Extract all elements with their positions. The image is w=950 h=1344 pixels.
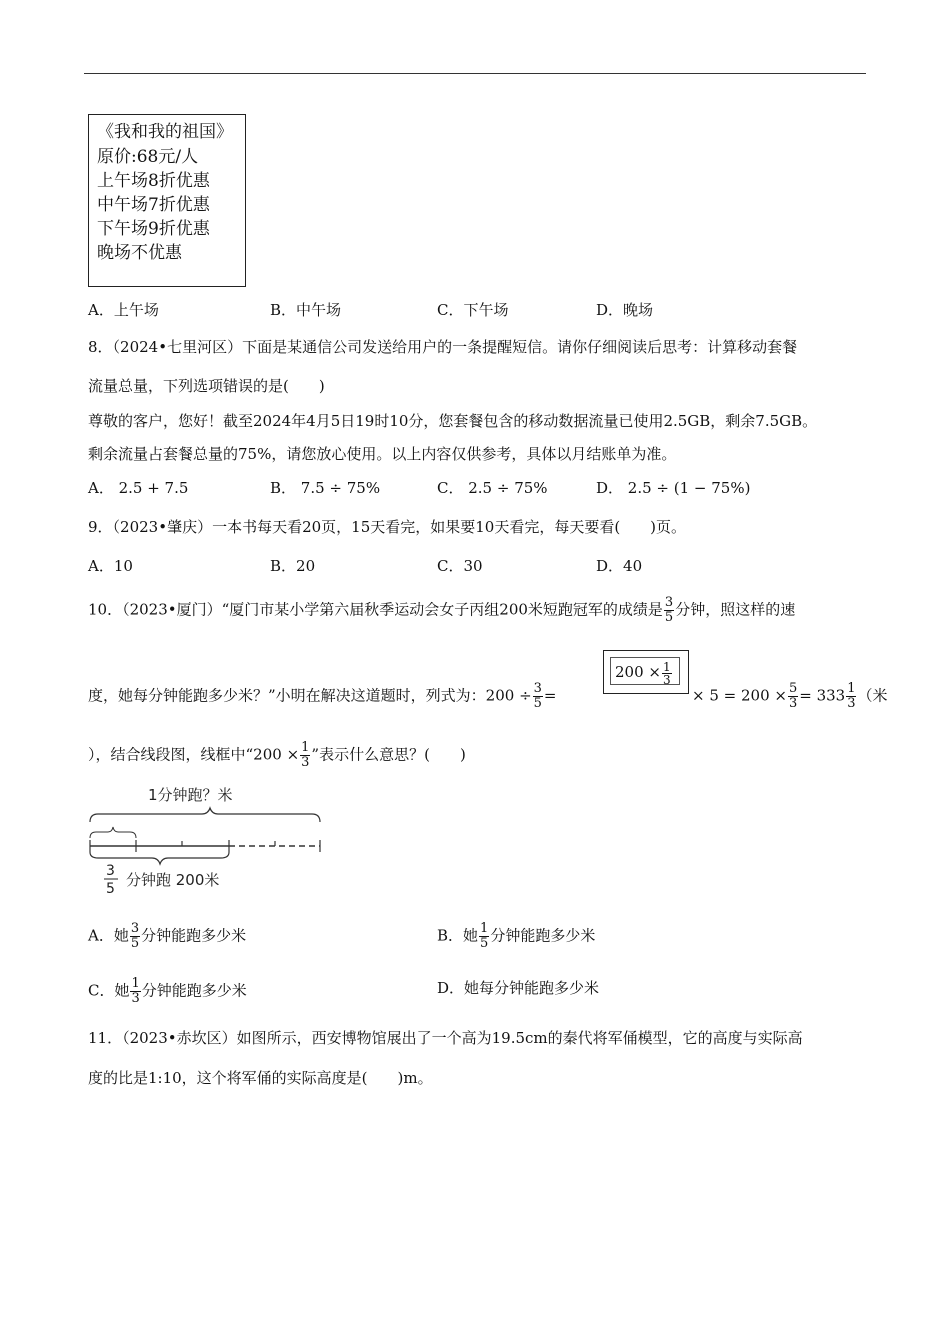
q10-stem-line2-tail: × 5 = 200 × $\frac{5}{3}$ = 333 $\frac{1}{3}$ （米	[692, 681, 888, 711]
q7-option-a[interactable]: A．上午场	[88, 301, 159, 319]
framed-expression: 200 × $\frac{1}{3}$	[603, 650, 689, 694]
poster-line: 原价:68元/人	[97, 147, 199, 167]
q9-option-b[interactable]: B．20	[270, 557, 316, 575]
q8-option-b[interactable]: B． 7.5 ÷ 75%	[270, 479, 381, 497]
q8-option-a[interactable]: A． 2.5 + 7.5	[88, 479, 189, 497]
q10-stem-line2: 度，她每分钟能跑多少米？”小明在解决这道题时，列式为：200 ÷ $\frac{3}{5}$ =	[88, 681, 557, 711]
fraction-5-3: $\frac{5}{3}$	[788, 681, 798, 711]
q10-option-c[interactable]: C．她 $\frac{1}{3}$ 分钟能跑多少米	[88, 976, 247, 1006]
q9-option-c[interactable]: C．30	[437, 557, 483, 575]
small-brace	[90, 827, 136, 838]
fraction-1-3: $\frac{1}{3}$	[662, 659, 671, 687]
q9-stem: 9．（2023•肇庆）一本书每天看20页，15天看完，如果要10天看完，每天要看( )页。	[88, 518, 687, 536]
q11-stem-line2: 度的比是1:10，这个将军俑的实际高度是( )m。	[88, 1069, 433, 1087]
q8-stem-line2: 流量总量，下列选项错误的是( )	[88, 377, 325, 395]
fraction-numerator: 3	[106, 863, 115, 879]
q11-stem-line1: 11．（2023•赤坎区）如图所示，西安博物馆展出了一个高为19.5cm的秦代将军俑模型，它的高度与实际高	[88, 1029, 803, 1047]
line-segment-diagram	[84, 780, 334, 900]
q10-option-d[interactable]: D．她每分钟能跑多少米	[437, 979, 600, 997]
poster-line: 上午场8折优惠	[97, 171, 210, 191]
q10-option-a[interactable]: A．她 $\frac{3}{5}$ 分钟能跑多少米	[88, 921, 247, 951]
q7-option-d[interactable]: D．晚场	[596, 301, 654, 319]
q8-option-d[interactable]: D． 2.5 ÷ (1 − 75%)	[596, 479, 751, 497]
q8-sms-line2: 剩余流量占套餐总量的75%，请您放心使用。以上内容仅供参考，具体以月结账单为准。	[88, 445, 677, 463]
fraction-denominator: 5	[106, 881, 115, 897]
q8-stem-line1: 8．（2024•七里河区）下面是某通信公司发送给用户的一条提醒短信。请你仔细阅读后思考：计算移动套餐	[88, 338, 798, 356]
fraction-1-3: $\frac{1}{3}$	[847, 681, 856, 711]
q7-option-c[interactable]: C．下午场	[437, 301, 509, 319]
header-rule	[84, 73, 866, 74]
q10-stem-line1: 10．（2023•厦门）“厦门市某小学第六届秋季运动会女子丙组200米短跑冠军的成绩是 $\frac{3}{5}$ 分钟，照这样的速	[88, 595, 796, 625]
poster-line: 下午场9折优惠	[97, 219, 210, 239]
top-brace	[90, 808, 320, 822]
poster-line: 晚场不优惠	[97, 243, 182, 263]
q10-stem-line3: ），结合线段图，线框中“200 × $\frac{1}{3}$ ”表示什么意思？( )	[88, 740, 466, 770]
q10-option-b[interactable]: B．她 $\frac{1}{5}$ 分钟能跑多少米	[437, 921, 596, 951]
fraction-3-5: $\frac{3}{5}$	[664, 595, 674, 625]
poster-title: 《我和我的祖国》	[97, 122, 233, 142]
q7-option-b[interactable]: B．中午场	[270, 301, 342, 319]
diagram-top-label: 1分钟跑？米	[148, 786, 233, 804]
q8-option-c[interactable]: C． 2.5 ÷ 75%	[437, 479, 548, 497]
poster-line: 中午场7折优惠	[97, 195, 210, 215]
q9-option-a[interactable]: A．10	[88, 557, 133, 575]
movie-price-poster	[88, 114, 246, 287]
q8-sms-line1: 尊敬的客户，您好！截至2024年4月5日19时10分，您套餐包含的移动数据流量已使用2.5GB，剩余7.5GB。	[88, 412, 818, 430]
fraction-1-3: $\frac{1}{3}$	[301, 740, 310, 770]
fraction-3-5: $\frac{3}{5}$	[533, 681, 542, 711]
q9-option-d[interactable]: D．40	[596, 557, 643, 575]
diagram-bottom-label: 分钟跑 200米	[126, 871, 220, 889]
